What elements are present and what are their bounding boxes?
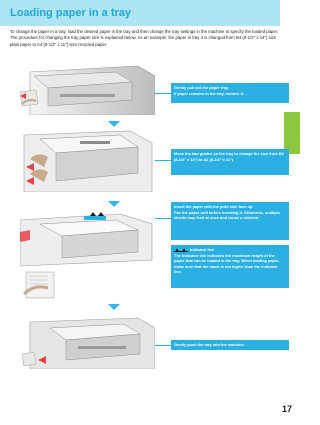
step-4-illustration [20, 316, 155, 369]
indicator-callout [171, 245, 289, 288]
step-2-pointer [155, 160, 171, 161]
step-1-next-arrow [108, 121, 120, 127]
page-title [0, 0, 280, 26]
step-3-pointer [155, 218, 171, 219]
step-3-callout [171, 202, 289, 240]
step-1-text: Gently pull out the paper tray. If paper remains in the tray, remove it. [174, 85, 244, 96]
step-1-illustration [20, 60, 155, 115]
step-1-pointer [155, 93, 171, 94]
step-1-callout [171, 83, 289, 103]
step-2-callout [171, 149, 289, 175]
step-4-text: Gently push the tray into the machine. [174, 342, 245, 347]
step-4-pointer [155, 345, 171, 346]
page-number: 17 [281, 404, 292, 414]
copier-tray-pulled-illustration [20, 60, 155, 115]
step-3-text: Insert the paper with the print side face up. Fan the paper well before inserting it. Otherwise, multiple sheets may feed at once and cause a misfeed. [174, 204, 280, 221]
page-title-text: Loading paper in a tray [10, 7, 132, 19]
tray-push-in-illustration [20, 316, 155, 369]
step-3-illustration [20, 210, 155, 300]
intro-paragraph: To change the paper in a tray, load the desired paper in the tray and then change the tray settings in the machine to specify the loaded paper. The procedure for changing the tray paper size is explained below. As an example, the paper in tray 3 is changed from B4 (8-1/2" x 14") size plain paper to A4 (8-1/2" x 11") size recycled paper. [10, 29, 279, 47]
step-4-callout [171, 340, 289, 350]
step-2-text: Move the two guides on the tray to change the size from B4 (8-1/2" x 14") to A4 (8-1/2" x 11"). [174, 151, 284, 162]
paper-insert-illustration [20, 210, 155, 300]
step-2-illustration [20, 129, 155, 192]
step-3-next-arrow [108, 304, 120, 310]
indicator-label: Indicator line [190, 247, 215, 252]
indicator-line-icon [174, 247, 188, 252]
step-2-next-arrow [108, 201, 120, 207]
tray-guides-illustration [20, 129, 155, 192]
indicator-text: The indicator line indicates the maximum height of the paper that can be loaded in the tray. When loading paper, make sure that the stack is not higher than the indicator line. [174, 252, 280, 275]
chapter-side-tab [284, 112, 300, 154]
